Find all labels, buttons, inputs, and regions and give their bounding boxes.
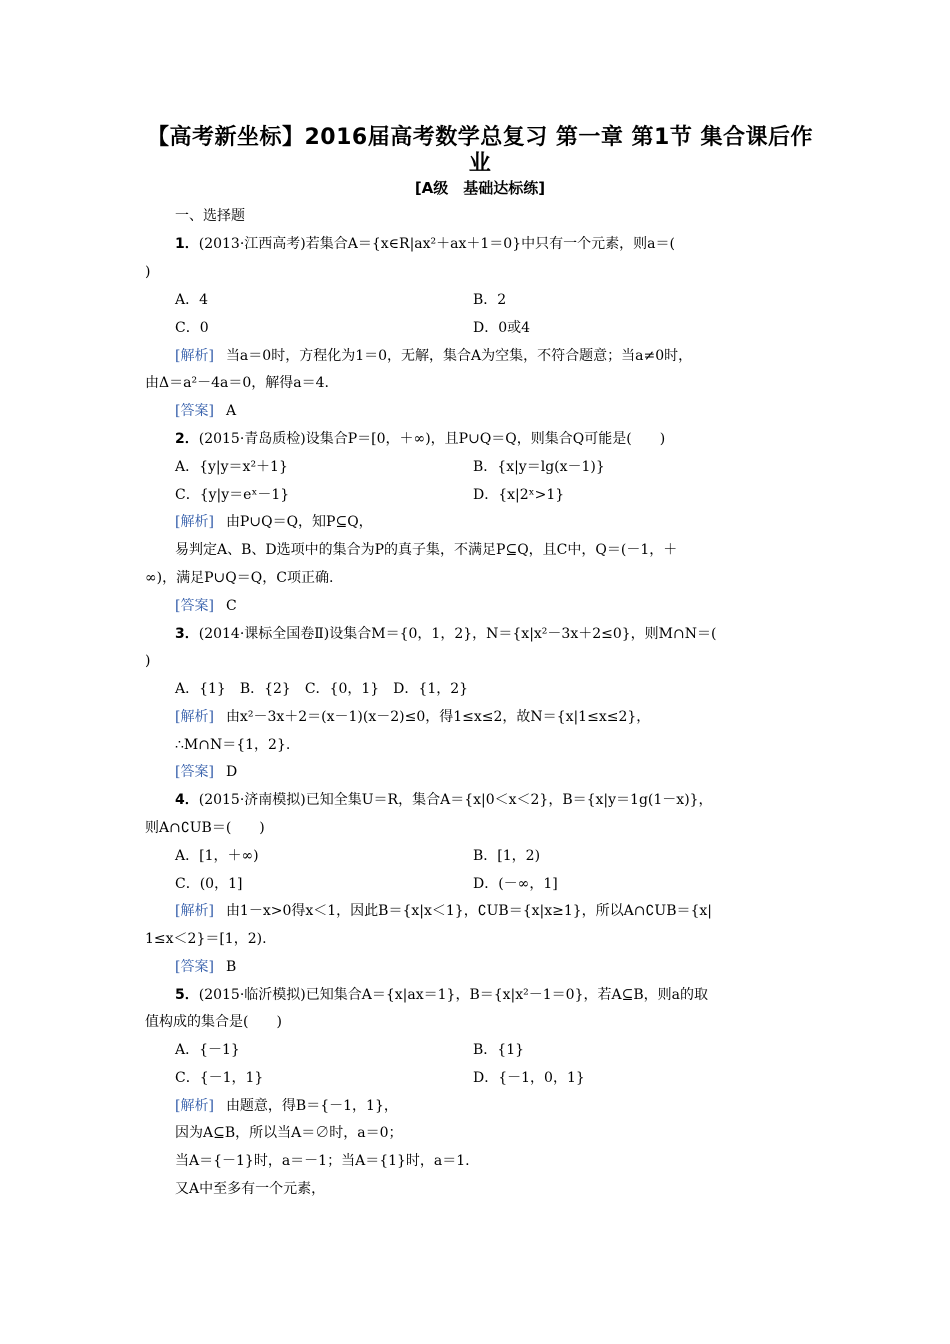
q4-stem bbox=[175, 790, 845, 810]
analysis-tag: [解析] bbox=[175, 709, 214, 725]
q1-stem-cont: ) bbox=[145, 264, 151, 280]
q5-option-c: C．{－1，1} bbox=[175, 1070, 264, 1086]
q3-stem bbox=[175, 624, 845, 644]
q4-stem-cont: 则A∩∁UB＝( ) bbox=[145, 820, 265, 836]
q1-answer bbox=[175, 401, 845, 421]
q2-analysis-line-3: ∞)，满足P∪Q＝Q，C项正确. bbox=[145, 570, 334, 586]
q1-option-a: A．4 bbox=[175, 292, 209, 308]
q4-number: 4． bbox=[175, 792, 199, 808]
q5-option-a: A．{－1} bbox=[175, 1042, 240, 1058]
document-title-line-2: 业 bbox=[468, 151, 492, 176]
q4-stem-text: (2015·济南模拟)已知全集U＝R，集合A＝{x|0＜x＜2}，B＝{x|y＝1g(1－x)}， bbox=[198, 792, 713, 808]
q1-number: 1． bbox=[175, 236, 199, 252]
q2-option-b: B．{x|y＝lg(x－1)} bbox=[473, 459, 605, 475]
q4-answer bbox=[175, 957, 845, 977]
q1-stem bbox=[175, 234, 845, 254]
q5-option-d: D．{－1，0，1} bbox=[473, 1070, 585, 1086]
level-heading: [A级 基础达标练] bbox=[414, 179, 546, 197]
q3-options: A．{1} B．{2} C．{0，1} D．{1，2} bbox=[175, 681, 469, 697]
q1-option-b: B．2 bbox=[473, 292, 507, 308]
answer-tag: [答案] bbox=[175, 403, 214, 419]
q4-option-b: B．[1，2) bbox=[473, 848, 541, 864]
q3-analysis-line-2: ∴M∩N＝{1，2}. bbox=[175, 737, 291, 753]
q5-analysis bbox=[175, 1096, 845, 1116]
q3-analysis bbox=[175, 707, 845, 727]
answer-tag: [答案] bbox=[175, 959, 214, 975]
q3-answer-value: D bbox=[225, 764, 238, 780]
analysis-tag: [解析] bbox=[175, 903, 214, 919]
q2-option-d: D．{x|2ˣ>1} bbox=[473, 487, 565, 503]
q1-stem-text: (2013·江西高考)若集合A＝{x∈R|ax²＋ax＋1＝0}中只有一个元素，则a＝( bbox=[198, 236, 675, 252]
analysis-tag: [解析] bbox=[175, 1098, 214, 1114]
q5-analysis-line-4: 又A中至多有一个元素， bbox=[175, 1181, 326, 1197]
q5-option-b: B．{1} bbox=[473, 1042, 525, 1058]
q2-stem-text: (2015·青岛质检)设集合P＝[0，＋∞)，且P∪Q＝Q，则集合Q可能是( ) bbox=[198, 431, 666, 447]
q4-analysis-text: 由1－x>0得x＜1，因此B＝{x|x＜1}，∁UB＝{x|x≥1}，所以A∩∁UB＝{x| bbox=[225, 903, 713, 919]
q4-option-d: D．(－∞，1] bbox=[473, 876, 558, 892]
q3-answer bbox=[175, 762, 845, 782]
section-heading: 一、选择题 bbox=[175, 208, 245, 224]
q2-analysis-line-2: 易判定A、B、D选项中的集合为P的真子集，不满足P⊆Q，且C中，Q＝(－1，＋ bbox=[175, 542, 678, 558]
answer-tag: [答案] bbox=[175, 764, 214, 780]
q3-number: 3． bbox=[175, 626, 199, 642]
q1-analysis bbox=[175, 346, 845, 366]
q3-analysis-text: 由x²－3x＋2＝(x－1)(x－2)≤0，得1≤x≤2，故N＝{x|1≤x≤2}， bbox=[225, 709, 651, 725]
q5-stem-cont: 值构成的集合是( ) bbox=[145, 1014, 282, 1030]
q2-option-c: C．{y|y＝eˣ－1} bbox=[175, 487, 290, 503]
q1-analysis-cont: 由Δ＝a²－4a＝0，解得a＝4. bbox=[145, 375, 329, 391]
q1-option-d: D．0或4 bbox=[473, 320, 531, 336]
q2-answer-value: C bbox=[225, 598, 237, 614]
document-title-line-1: 【高考新坐标】2016届高考数学总复习 第一章 第1节 集合课后作 bbox=[146, 125, 814, 150]
analysis-tag: [解析] bbox=[175, 348, 214, 364]
q3-stem-text: (2014·课标全国卷Ⅱ)设集合M＝{0，1，2}，N＝{x|x²－3x＋2≤0}，则M∩N＝( bbox=[198, 626, 717, 642]
q2-analysis bbox=[175, 512, 845, 532]
q2-answer bbox=[175, 596, 845, 616]
q2-option-a: A．{y|y＝x²＋1} bbox=[175, 459, 288, 475]
q1-analysis-text: 当a＝0时，方程化为1＝0，无解，集合A为空集，不符合题意；当a≠0时， bbox=[225, 348, 693, 364]
q4-option-a: A．[1，＋∞) bbox=[175, 848, 259, 864]
q5-analysis-text: 由题意，得B＝{－1，1}， bbox=[225, 1098, 398, 1114]
q5-stem-text: (2015·临沂模拟)已知集合A＝{x|ax＝1}，B＝{x|x²－1＝0}，若A⊆B，则a的取 bbox=[198, 987, 708, 1003]
q4-analysis bbox=[175, 901, 845, 921]
q2-analysis-text: 由P∪Q＝Q，知P⊆Q， bbox=[225, 514, 373, 530]
q5-number: 5． bbox=[175, 987, 199, 1003]
q2-number: 2． bbox=[175, 431, 199, 447]
q5-stem bbox=[175, 985, 845, 1005]
q4-analysis-cont: 1≤x＜2}＝[1，2). bbox=[145, 931, 267, 947]
analysis-tag: [解析] bbox=[175, 514, 214, 530]
q2-stem bbox=[175, 429, 845, 449]
q1-answer-value: A bbox=[225, 403, 237, 419]
q4-option-c: C．(0，1] bbox=[175, 876, 243, 892]
q5-analysis-line-3: 当A＝{－1}时，a＝－1；当A＝{1}时，a＝1. bbox=[175, 1153, 470, 1169]
q1-option-c: C．0 bbox=[175, 320, 209, 336]
answer-tag: [答案] bbox=[175, 598, 214, 614]
q3-stem-cont: ) bbox=[145, 653, 151, 669]
q5-analysis-line-2: 因为A⊆B，所以当A＝∅时，a＝0； bbox=[175, 1125, 403, 1141]
q4-answer-value: B bbox=[225, 959, 237, 975]
